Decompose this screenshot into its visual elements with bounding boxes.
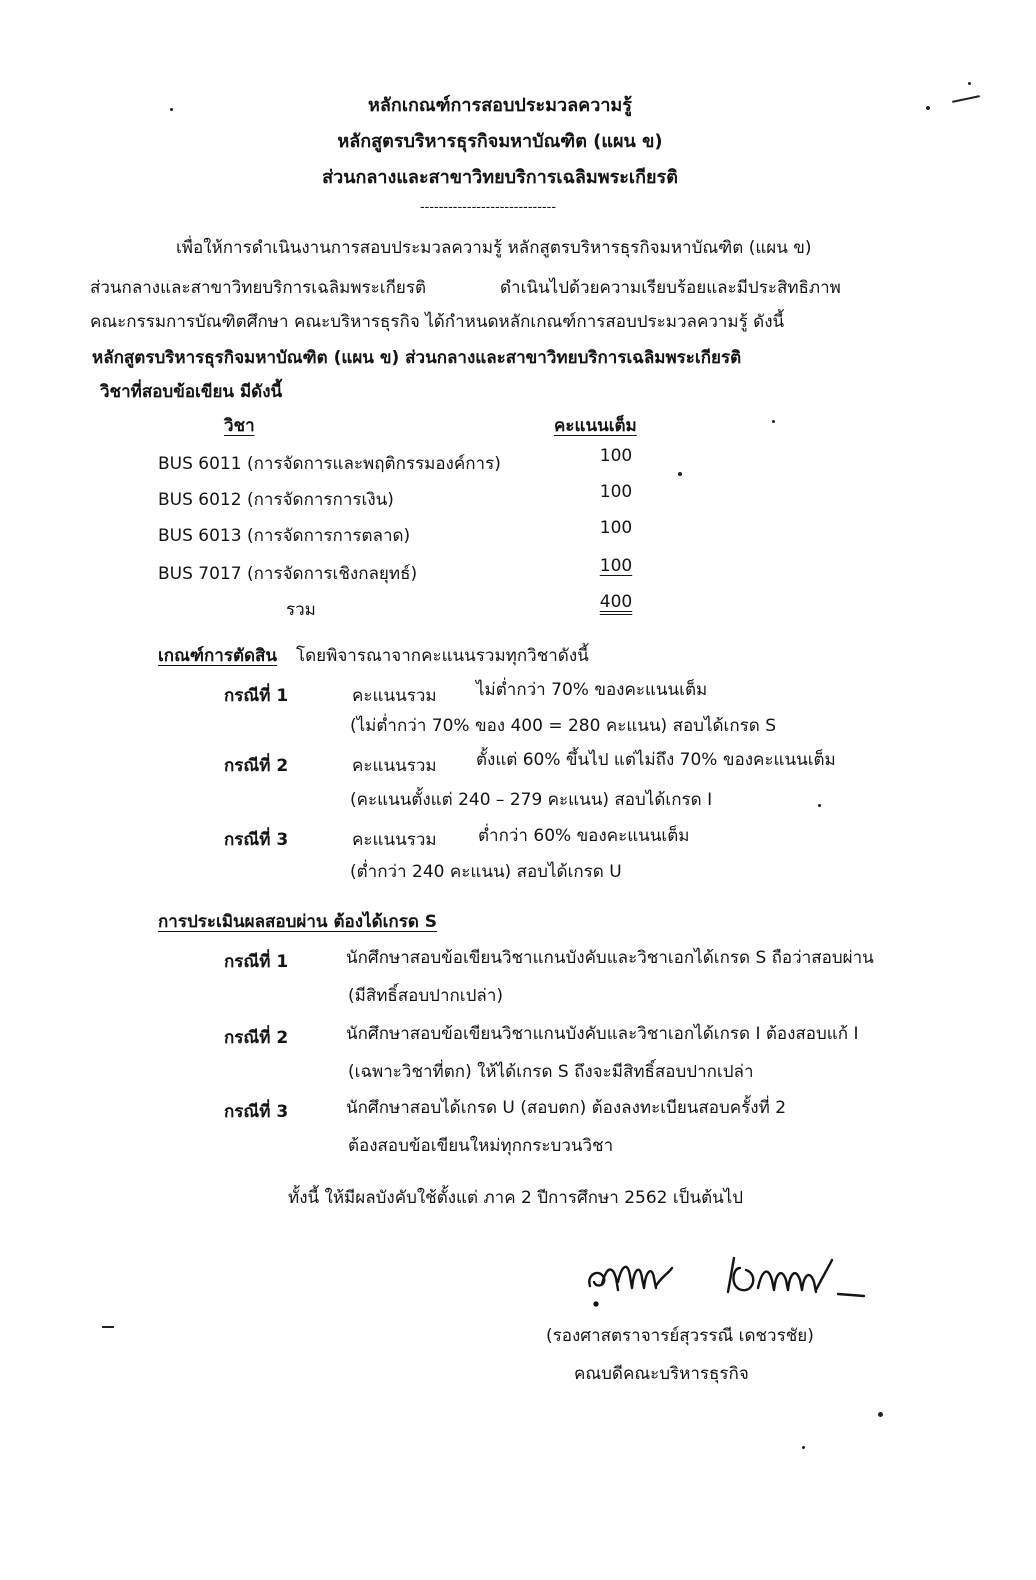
criteria-case-2-term: คะแนนรวม bbox=[352, 756, 437, 776]
scan-speck bbox=[170, 108, 173, 111]
intro-line-2a: ส่วนกลางและสาขาวิทยบริการเฉลิมพระเกียรติ bbox=[90, 278, 427, 298]
title-separator: ----------------------------- bbox=[419, 200, 557, 215]
subject-row-3-name: BUS 6013 (การจัดการการตลาด) bbox=[158, 526, 411, 546]
scan-speck bbox=[926, 106, 930, 110]
scan-speck bbox=[968, 82, 971, 85]
evaluation-heading: การประเมินผลสอบผ่าน ต้องได้เกรด S bbox=[158, 912, 438, 932]
criteria-case-3-label: กรณีที่ 3 bbox=[224, 830, 289, 850]
criteria-case-2-condition: ตั้งแต่ 60% ขึ้นไป แต่ไม่ถึง 70% ของคะแนนเต็ม bbox=[476, 750, 836, 770]
criteria-heading: เกณฑ์การตัดสิน bbox=[158, 646, 278, 666]
written-exam-heading: วิชาที่สอบข้อเขียน มีดังนี้ bbox=[100, 382, 283, 402]
scan-speck bbox=[818, 804, 821, 807]
criteria-case-1-label: กรณีที่ 1 bbox=[224, 686, 289, 706]
criteria-case-1-detail: (ไม่ต่ำกว่า 70% ของ 400 = 280 คะแนน) สอบได้เกรด S bbox=[350, 716, 777, 736]
signature-image bbox=[582, 1238, 882, 1308]
signatory-position: คณบดีคณะบริหารธุรกิจ bbox=[574, 1364, 749, 1384]
subject-row-2-name: BUS 6012 (การจัดการการเงิน) bbox=[158, 490, 394, 510]
intro-line-2b: ดำเนินไปด้วยความเรียบร้อยและมีประสิทธิภาพ bbox=[500, 278, 841, 298]
evaluation-case-1-line-2: (มีสิทธิ์สอบปากเปล่า) bbox=[348, 986, 504, 1006]
criteria-case-3-condition: ต่ำกว่า 60% ของคะแนนเต็ม bbox=[478, 826, 690, 846]
intro-line-1: เพื่อให้การดำเนินงานการสอบประมวลความรู้ หลักสูตรบริหารธุรกิจมหาบัณฑิต (แผน ข) bbox=[176, 238, 812, 258]
evaluation-case-2-line-2: (เฉพาะวิชาที่ตก) ให้ได้เกรด S ถึงจะมีสิทธิ์สอบปากเปล่า bbox=[348, 1062, 754, 1082]
subject-row-4-score: 100 bbox=[599, 556, 633, 576]
program-title: หลักสูตรบริหารธุรกิจมหาบัณฑิต (แผน ข) bbox=[337, 131, 663, 152]
evaluation-case-2-label: กรณีที่ 2 bbox=[224, 1028, 289, 1048]
total-score: 400 bbox=[599, 592, 633, 612]
subject-column-header: วิชา bbox=[224, 416, 255, 436]
total-label: รวม bbox=[286, 600, 316, 620]
evaluation-case-3-line-2: ต้องสอบข้อเขียนใหม่ทุกกระบวนวิชา bbox=[348, 1136, 614, 1156]
evaluation-case-1-line-1: นักศึกษาสอบข้อเขียนวิชาแกนบังคับและวิชาเอกได้เกรด S ถือว่าสอบผ่าน bbox=[346, 948, 874, 968]
scan-speck bbox=[678, 472, 682, 476]
campus-title: ส่วนกลางและสาขาวิทยบริการเฉลิมพระเกียรติ bbox=[322, 167, 678, 188]
criteria-case-2-label: กรณีที่ 2 bbox=[224, 756, 289, 776]
evaluation-case-3-line-1: นักศึกษาสอบได้เกรด U (สอบตก) ต้องลงทะเบียนสอบครั้งที่ 2 bbox=[346, 1098, 787, 1118]
scan-mark bbox=[102, 1326, 114, 1328]
scan-speck bbox=[772, 420, 775, 423]
evaluation-case-1-label: กรณีที่ 1 bbox=[224, 952, 289, 972]
program-heading: หลักสูตรบริหารธุรกิจมหาบัณฑิต (แผน ข) ส่วนกลางและสาขาวิทยบริการเฉลิมพระเกียรติ bbox=[92, 348, 742, 368]
signatory-name: (รองศาสตราจารย์สุวรรณี เดชวรชัย) bbox=[546, 1326, 814, 1346]
subject-row-1-score: 100 bbox=[599, 446, 633, 466]
subject-row-4-name: BUS 7017 (การจัดการเชิงกลยุทธ์) bbox=[158, 564, 418, 584]
criteria-case-2-detail: (คะแนนตั้งแต่ 240 – 279 คะแนน) สอบได้เกรด I bbox=[350, 790, 713, 810]
evaluation-case-2-line-1: นักศึกษาสอบข้อเขียนวิชาแกนบังคับและวิชาเอกได้เกรด I ต้องสอบแก้ I bbox=[346, 1024, 859, 1044]
evaluation-case-3-label: กรณีที่ 3 bbox=[224, 1102, 289, 1122]
subject-row-2-score: 100 bbox=[599, 482, 633, 502]
scan-speck bbox=[802, 1446, 805, 1449]
effective-statement: ทั้งนี้ ให้มีผลบังคับใช้ตั้งแต่ ภาค 2 ปีการศึกษา 2562 เป็นต้นไป bbox=[288, 1188, 744, 1208]
criteria-case-3-detail: (ต่ำกว่า 240 คะแนน) สอบได้เกรด U bbox=[350, 862, 622, 882]
criteria-heading-rest: โดยพิจารณาจากคะแนนรวมทุกวิชาดังนี้ bbox=[296, 646, 589, 666]
criteria-case-1-term: คะแนนรวม bbox=[352, 686, 437, 706]
score-column-header: คะแนนเต็ม bbox=[554, 416, 637, 436]
scan-speck bbox=[878, 1412, 883, 1417]
subject-row-3-score: 100 bbox=[599, 518, 633, 538]
document-title: หลักเกณฑ์การสอบประมวลความรู้ bbox=[368, 95, 632, 116]
criteria-case-3-term: คะแนนรวม bbox=[352, 830, 437, 850]
intro-line-3: คณะกรรมการบัณฑิตศึกษา คณะบริหารธุรกิจ ได้กำหนดหลักเกณฑ์การสอบประมวลความรู้ ดังนี้ bbox=[90, 312, 785, 332]
subject-row-1-name: BUS 6011 (การจัดการและพฤติกรรมองค์การ) bbox=[158, 454, 501, 474]
criteria-case-1-condition: ไม่ต่ำกว่า 70% ของคะแนนเต็ม bbox=[476, 680, 708, 700]
